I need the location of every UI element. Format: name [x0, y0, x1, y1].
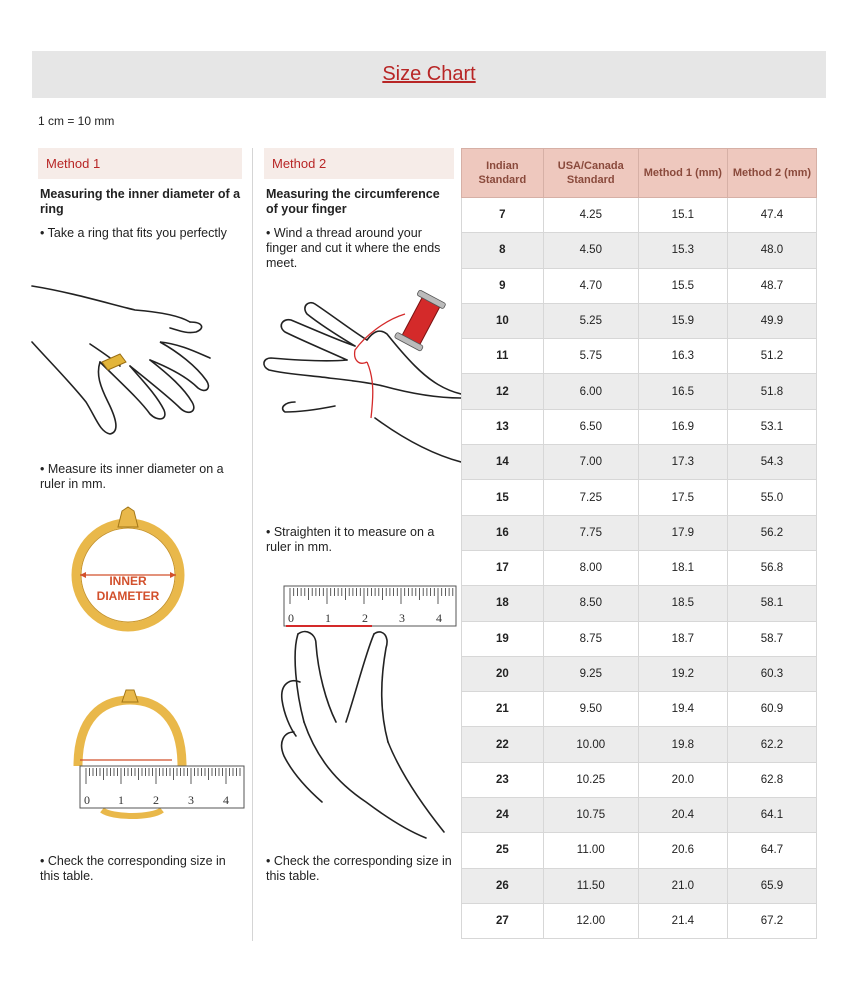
table-row	[462, 198, 817, 233]
method1-step2: • Measure its inner diameter on a ruler in mm.	[40, 462, 224, 491]
cell-method2: 62.2	[727, 727, 816, 762]
page-title: Size Chart	[382, 63, 476, 85]
cell-method2: 65.9	[727, 868, 816, 903]
cell-method1: 20.4	[638, 798, 727, 833]
table-row	[462, 798, 817, 833]
ruler2-label-3: 3	[399, 611, 405, 625]
ruler1-label-0: 0	[84, 793, 90, 807]
table-row	[462, 692, 817, 727]
cell-indian: 21	[462, 692, 544, 727]
table-row	[462, 586, 817, 621]
cell-usa: 9.50	[543, 692, 638, 727]
cell-usa: 10.75	[543, 798, 638, 833]
method1-step3: • Check the corresponding size in this table.	[40, 854, 226, 883]
ruler2-label-2: 2	[362, 611, 368, 625]
cell-method1: 19.2	[638, 656, 727, 691]
cell-method1: 18.5	[638, 586, 727, 621]
cell-method2: 58.7	[727, 621, 816, 656]
size-table-body	[462, 198, 817, 939]
cell-method1: 16.3	[638, 339, 727, 374]
cell-method2: 56.8	[727, 550, 816, 585]
cell-method2: 53.1	[727, 409, 816, 444]
cell-usa: 7.75	[543, 515, 638, 550]
table-row	[462, 233, 817, 268]
cell-method2: 48.0	[727, 233, 816, 268]
cell-usa: 8.00	[543, 550, 638, 585]
cell-indian: 23	[462, 762, 544, 797]
table-row	[462, 374, 817, 409]
cell-method2: 55.0	[727, 480, 816, 515]
size-table	[461, 148, 817, 939]
table-row	[462, 621, 817, 656]
cell-method1: 21.4	[638, 903, 727, 938]
cell-method1: 16.9	[638, 409, 727, 444]
ring-diameter-icon	[66, 505, 196, 635]
cell-usa: 8.75	[543, 621, 638, 656]
cell-method2: 51.8	[727, 374, 816, 409]
cell-usa: 10.00	[543, 727, 638, 762]
title-bar	[32, 51, 826, 98]
cell-usa: 10.25	[543, 762, 638, 797]
cell-method2: 48.7	[727, 268, 816, 303]
cell-usa: 4.70	[543, 268, 638, 303]
cell-indian: 22	[462, 727, 544, 762]
cell-indian: 17	[462, 550, 544, 585]
cell-indian: 12	[462, 374, 544, 409]
cell-method2: 47.4	[727, 198, 816, 233]
hand-with-ring-icon	[30, 282, 245, 442]
method2-heading: Method 2	[264, 148, 454, 179]
table-row	[462, 550, 817, 585]
cell-indian: 13	[462, 409, 544, 444]
method1-section	[38, 148, 242, 217]
header-method2: Method 2 (mm)	[727, 149, 816, 198]
method1-subtitle: Measuring the inner diameter of a ring	[40, 187, 241, 216]
cell-method2: 56.2	[727, 515, 816, 550]
cell-method1: 21.0	[638, 868, 727, 903]
cell-indian: 18	[462, 586, 544, 621]
ruler2-label-1: 1	[325, 611, 331, 625]
method2-section	[264, 148, 454, 217]
cell-indian: 16	[462, 515, 544, 550]
cell-indian: 26	[462, 868, 544, 903]
cell-method1: 19.4	[638, 692, 727, 727]
cell-usa: 4.25	[543, 198, 638, 233]
cell-method1: 15.5	[638, 268, 727, 303]
cell-usa: 11.00	[543, 833, 638, 868]
cell-method2: 51.2	[727, 339, 816, 374]
cell-method1: 15.1	[638, 198, 727, 233]
method2-step3: • Check the corresponding size in this table.	[266, 854, 452, 883]
cell-method2: 64.7	[727, 833, 816, 868]
ruler1-label-2: 2	[153, 793, 159, 807]
table-row	[462, 409, 817, 444]
ruler1-label-3: 3	[188, 793, 194, 807]
thread-on-ruler-icon	[276, 582, 460, 840]
cell-method1: 20.0	[638, 762, 727, 797]
table-row	[462, 727, 817, 762]
table-row	[462, 868, 817, 903]
cell-method2: 60.9	[727, 692, 816, 727]
header-method1: Method 1 (mm)	[638, 149, 727, 198]
cell-indian: 11	[462, 339, 544, 374]
cell-method1: 18.7	[638, 621, 727, 656]
cell-method1: 17.9	[638, 515, 727, 550]
cell-indian: 24	[462, 798, 544, 833]
cell-usa: 9.25	[543, 656, 638, 691]
cell-method2: 54.3	[727, 445, 816, 480]
ruler1-label-1: 1	[118, 793, 124, 807]
cell-usa: 7.25	[543, 480, 638, 515]
cell-usa: 4.50	[543, 233, 638, 268]
cell-usa: 5.75	[543, 339, 638, 374]
ring-label-line2: DIAMETER	[96, 589, 160, 603]
table-row	[462, 833, 817, 868]
ruler2-label-4: 4	[436, 611, 442, 625]
cell-method2: 62.8	[727, 762, 816, 797]
table-row	[462, 268, 817, 303]
table-row	[462, 903, 817, 938]
cell-indian: 19	[462, 621, 544, 656]
method1-step1: • Take a ring that fits you perfectly	[40, 226, 227, 240]
cell-method1: 15.9	[638, 303, 727, 338]
header-indian: Indian Standard	[462, 149, 544, 198]
cell-method1: 18.1	[638, 550, 727, 585]
cell-indian: 27	[462, 903, 544, 938]
cell-method2: 67.2	[727, 903, 816, 938]
table-row	[462, 762, 817, 797]
cell-usa: 11.50	[543, 868, 638, 903]
cell-usa: 8.50	[543, 586, 638, 621]
cell-method2: 49.9	[727, 303, 816, 338]
cell-usa: 5.25	[543, 303, 638, 338]
cell-method1: 20.6	[638, 833, 727, 868]
table-header-row	[462, 149, 817, 198]
header-usa: USA/Canada Standard	[543, 149, 638, 198]
ruler1-label-4: 4	[223, 793, 229, 807]
table-row	[462, 339, 817, 374]
cell-usa: 6.50	[543, 409, 638, 444]
cell-method1: 15.3	[638, 233, 727, 268]
cell-usa: 6.00	[543, 374, 638, 409]
cell-method2: 64.1	[727, 798, 816, 833]
unit-conversion: 1 cm = 10 mm	[38, 114, 115, 128]
cell-method2: 58.1	[727, 586, 816, 621]
cell-indian: 10	[462, 303, 544, 338]
method2-step2: • Straighten it to measure on a ruler in mm.	[266, 525, 435, 554]
cell-indian: 14	[462, 445, 544, 480]
cell-usa: 12.00	[543, 903, 638, 938]
table-row	[462, 303, 817, 338]
cell-indian: 7	[462, 198, 544, 233]
cell-method1: 19.8	[638, 727, 727, 762]
cell-indian: 25	[462, 833, 544, 868]
cell-indian: 9	[462, 268, 544, 303]
ruler2-label-0: 0	[288, 611, 294, 625]
table-row	[462, 515, 817, 550]
method1-heading: Method 1	[38, 148, 242, 179]
cell-method1: 17.3	[638, 445, 727, 480]
cell-indian: 15	[462, 480, 544, 515]
cell-indian: 8	[462, 233, 544, 268]
ring-on-ruler-icon	[72, 688, 250, 820]
column-divider	[252, 148, 253, 941]
table-row	[462, 445, 817, 480]
method2-step1: • Wind a thread around your finger and cut it where the ends meet.	[266, 226, 441, 270]
hand-with-thread-icon	[255, 290, 461, 465]
table-row	[462, 656, 817, 691]
cell-usa: 7.00	[543, 445, 638, 480]
method2-subtitle: Measuring the circumference of your finger	[266, 187, 440, 216]
cell-method2: 60.3	[727, 656, 816, 691]
table-row	[462, 480, 817, 515]
cell-indian: 20	[462, 656, 544, 691]
cell-method1: 16.5	[638, 374, 727, 409]
cell-method1: 17.5	[638, 480, 727, 515]
ring-label-line1: INNER	[109, 574, 147, 588]
